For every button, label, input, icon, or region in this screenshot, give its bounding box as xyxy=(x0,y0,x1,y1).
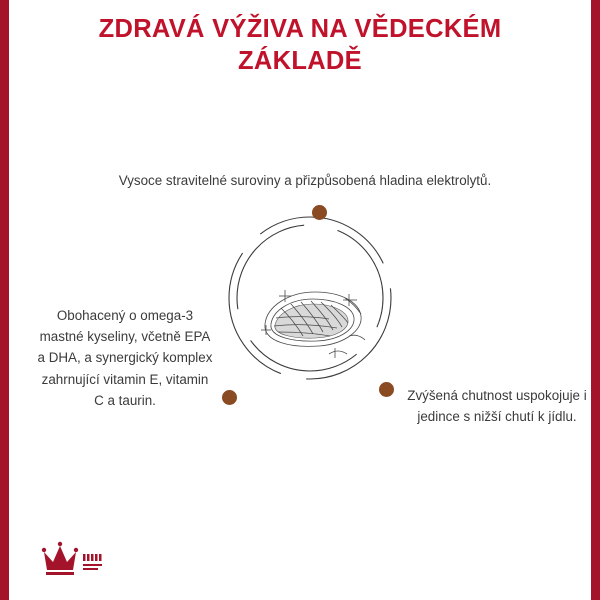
page-title: ZDRAVÁ VÝŽIVA NA VĚDECKÉM ZÁKLADĚ xyxy=(98,15,502,75)
feature-right-text: Zvýšená chutnost uspokojuje i jedince s nižší chutí k jídlu. xyxy=(407,388,587,425)
kibble-sketch-illustration xyxy=(245,272,377,368)
marker-top-dot xyxy=(312,205,327,220)
royal-canin-crown-logo xyxy=(39,540,113,586)
feature-left-text: Obohacený o omega-3 mastné kyseliny, včetně EPA a DHA, a synergický komplex zahrnující vitamin E, vitamin C a taurin. xyxy=(37,308,213,408)
caption-top-text: Vysoce stravitelné suroviny a přizpůsobená hladina elektrolytů. xyxy=(118,173,492,188)
marker-right-dot xyxy=(379,382,394,397)
marker-left-dot xyxy=(222,390,237,405)
